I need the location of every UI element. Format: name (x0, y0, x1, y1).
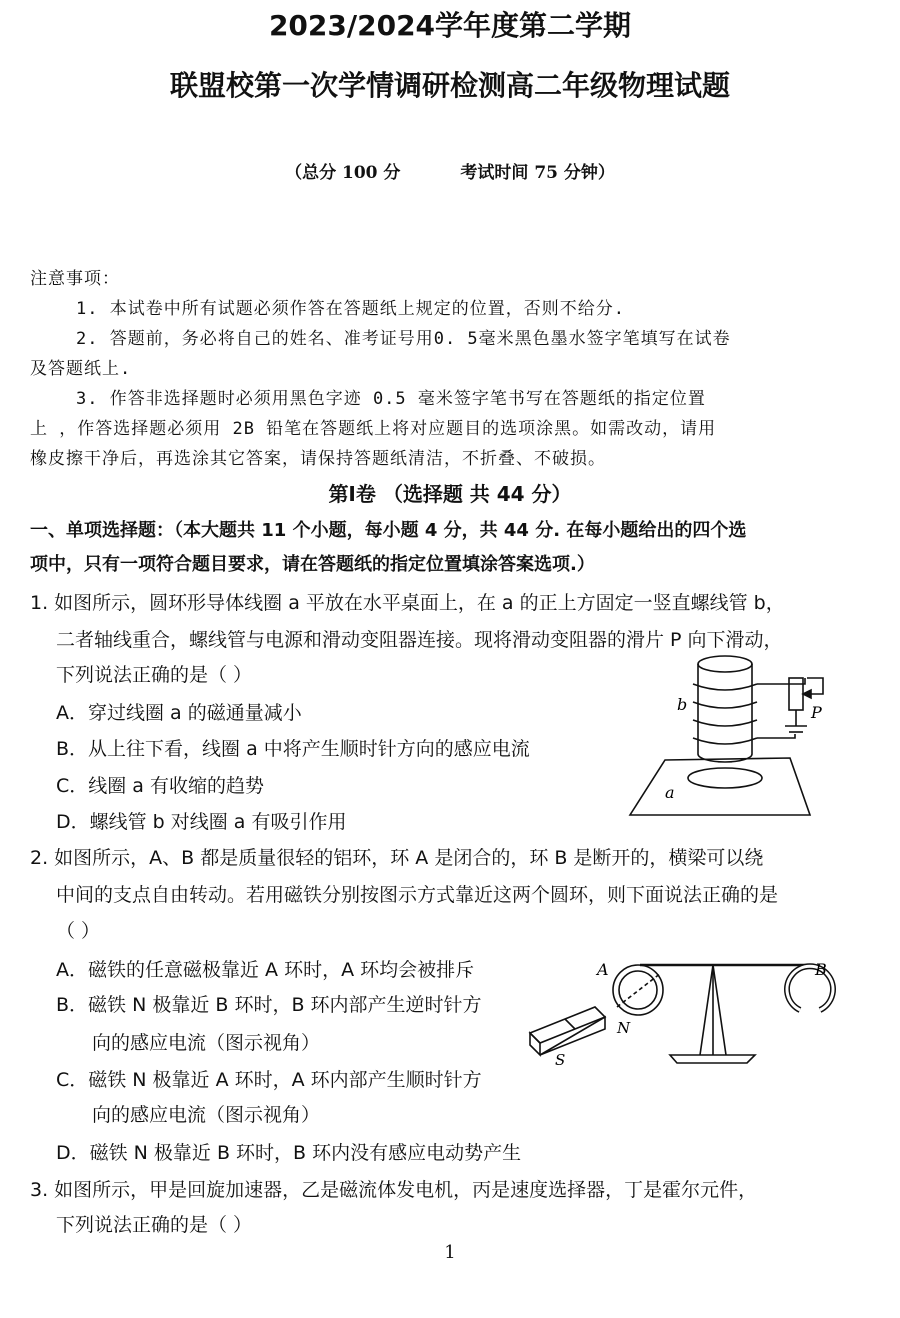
figure-label-b: b (677, 695, 688, 714)
figure-label-ring-b: B (815, 960, 827, 979)
question-3-stem: 3. 如图所示，甲是回旋加速器，乙是磁流体发电机，丙是速度选择器，丁是霍尔元件， (30, 1179, 758, 1201)
question-2-option-a: A．磁铁的任意磁极靠近 A 环时，A 环均会被排斥 (56, 959, 475, 981)
question-2-stem: 2. 如图所示，A、B 都是质量很轻的铝环，环 A 是闭合的，环 B 是断开的，横梁可以绕 (30, 847, 764, 869)
notice-line: 3. 作答非选择题时必须用黑色字迹 0.5 毫米签字笔书写在答题纸的指定位置 (76, 389, 706, 409)
exam-time: 考试时间 75 分钟） (460, 163, 615, 183)
solenoid-top (698, 656, 752, 672)
question-2-option-c: C．磁铁 N 极靠近 A 环时，A 环内部产生顺时针方 (56, 1069, 482, 1091)
question-1-option-c: C．线圈 a 有收缩的趋势 (56, 775, 264, 797)
question-2-stem: （ ） (56, 920, 101, 942)
question-1-stem: 下列说法正确的是（ ） (56, 664, 253, 686)
question-1-option-d: D．螺线管 b 对线圈 a 有吸引作用 (56, 811, 347, 833)
bar-magnet (530, 1007, 605, 1043)
exam-term-title: 2023/2024学年度第二学期 (268, 9, 632, 42)
solenoid-coil-figure (625, 650, 840, 820)
figure-label-south: S (555, 1051, 566, 1069)
figure-label-a: a (665, 783, 675, 802)
question-2-option-d: D．磁铁 N 极靠近 B 环时，B 环内没有感应电动势产生 (56, 1142, 522, 1164)
rheostat (789, 678, 803, 710)
question-2-option-c-cont: 向的感应电流（图示视角） (92, 1104, 321, 1126)
ring-a-inner (619, 971, 657, 1009)
total-score: （总分 100 分 (285, 163, 401, 183)
figure-label-north: N (617, 1019, 631, 1037)
question-2-option-b: B．磁铁 N 极靠近 B 环时，B 环内部产生逆时针方 (56, 994, 482, 1016)
stand-base (670, 1055, 755, 1063)
notice-line: 及答题纸上. (30, 359, 132, 379)
exam-title: 联盟校第一次学情调研检测高二年级物理试题 (169, 69, 730, 102)
notice-line: 1. 本试卷中所有试题必须作答在答题纸上规定的位置，否则不给分. (76, 299, 625, 319)
question-1-stem: 1. 如图所示，圆环形导体线圈 a 平放在水平桌面上，在 a 的正上方固定一竖直螺线管 b， (30, 592, 785, 614)
notice-line: 2. 答题前，务必将自己的姓名、准考证号用0. 5毫米黑色墨水签字笔填写在试卷 (76, 329, 731, 349)
question-2-stem: 中间的支点自由转动。若用磁铁分别按图示方式靠近这两个圆环，则下面说法正确的是 (56, 884, 779, 906)
question-3-stem: 下列说法正确的是（ ） (56, 1214, 253, 1236)
figure-label-ring-a: A (597, 960, 609, 979)
question-2-option-b-cont: 向的感应电流（图示视角） (92, 1032, 321, 1054)
section1-heading-cont: 项中，只有一项符合题目要求，请在答题纸的指定位置填涂答案选项.） (30, 554, 595, 575)
notice-heading: 注意事项： (30, 269, 120, 289)
question-1-option-a: A．穿过线圈 a 的磁通量减小 (56, 702, 302, 724)
question-1-stem: 二者轴线重合，螺线管与电源和滑动变阻器连接。现将滑动变阻器的滑片 P 向下滑动， (56, 629, 783, 651)
ring-a (613, 965, 663, 1015)
aluminum-rings-figure (525, 955, 845, 1075)
figure-label-p: P (811, 703, 822, 722)
notice-line: 橡皮擦干净后，再选涂其它答案，请保持答题纸清洁，不折叠、不破损。 (30, 449, 606, 469)
question-1-option-b: B．从上往下看，线圈 a 中将产生顺时针方向的感应电流 (56, 738, 530, 760)
table-plane (630, 758, 810, 815)
exam-meta (0, 158, 900, 183)
part1-title: 第Ⅰ卷 （选择题 共 44 分） (328, 482, 572, 506)
section1-heading: 一、单项选择题：（本大题共 11 个小题，每小题 4 分，共 44 分. 在每小题给出的四个选 (30, 520, 747, 541)
notice-line: 上 ，作答选择题必须用 2B 铅笔在答题纸上将对应题目的选项涂黑。如需改动，请用 (30, 419, 717, 439)
page-number: 1 (444, 1242, 456, 1263)
coil-a (688, 768, 762, 788)
